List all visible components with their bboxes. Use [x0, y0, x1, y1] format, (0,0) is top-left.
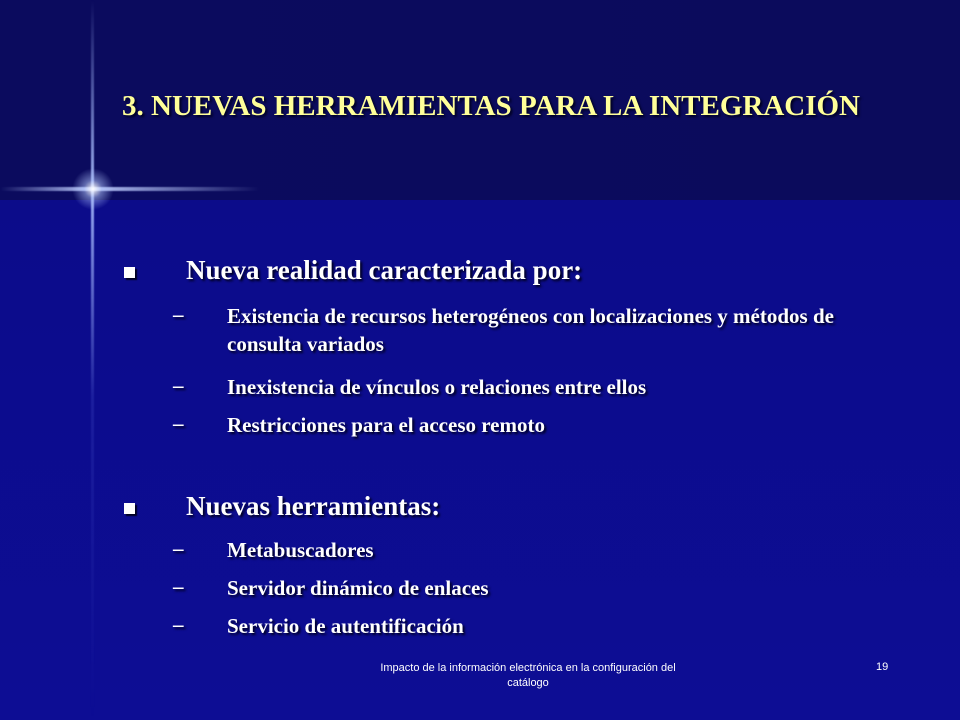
square-bullet-icon: [124, 267, 135, 278]
slide-title: 3. NUEVAS HERRAMIENTAS PARA LA INTEGRACIÓN: [122, 90, 860, 122]
dash-marker: –: [173, 536, 184, 560]
dash-marker: –: [173, 373, 184, 397]
dash-marker: –: [173, 574, 184, 598]
square-bullet-icon: [124, 503, 135, 514]
list-item: Servicio de autentificación: [227, 614, 464, 638]
slide-footer: Impacto de la información electrónica en la configuración del catálogo: [380, 662, 676, 689]
list-item: Restricciones para el acceso remoto: [227, 413, 545, 437]
dash-marker: –: [173, 411, 184, 435]
list-item: Inexistencia de vínculos o relaciones entre ellos: [227, 375, 647, 399]
section-heading: Nueva realidad caracterizada por:: [186, 255, 583, 285]
section-heading: Nuevas herramientas:: [186, 491, 441, 521]
dash-marker: –: [173, 302, 184, 326]
list-item: Servidor dinámico de enlaces: [227, 576, 489, 600]
list-item: Existencia de recursos heterogéneos con localizaciones y métodos de consulta variados: [227, 304, 834, 356]
page-number: 19: [876, 661, 889, 673]
list-item: Metabuscadores: [227, 538, 374, 562]
dash-marker: –: [173, 612, 184, 636]
